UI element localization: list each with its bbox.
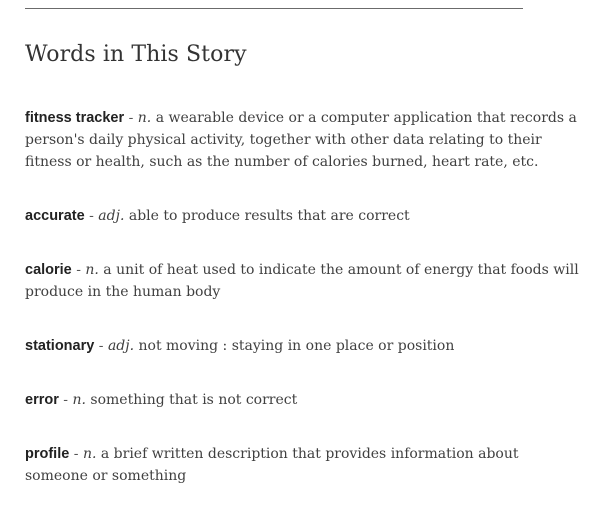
- glossary-definition: not moving : staying in one place or position: [134, 338, 455, 354]
- glossary-entry: [25, 335, 585, 357]
- part-of-speech: n.: [85, 262, 99, 278]
- glossary-definition: a wearable device or a computer application that records a person's daily physical activity, together with other data relating to their fitness or health, such as the number of calories burned, heart rate, etc.: [25, 110, 577, 170]
- part-of-speech: n.: [82, 446, 97, 462]
- term-separator: -: [94, 338, 108, 354]
- part-of-speech: adj.: [98, 208, 125, 224]
- term-separator: -: [69, 446, 83, 462]
- glossary-list: [25, 107, 585, 519]
- glossary-definition: a unit of heat used to indicate the amount of energy that foods will produce in the human body: [25, 262, 579, 300]
- glossary-term: calorie: [25, 262, 72, 278]
- glossary-entry: [25, 205, 585, 227]
- glossary-entry: [25, 389, 585, 411]
- glossary-term: accurate: [25, 208, 85, 224]
- part-of-speech: n.: [72, 392, 86, 408]
- glossary-definition: a brief written description that provides information about someone or something: [25, 446, 519, 484]
- glossary-term: stationary: [25, 338, 95, 354]
- glossary-definition: able to produce results that are correct: [124, 208, 410, 224]
- section-title: Words in This Story: [25, 42, 247, 67]
- term-separator: -: [71, 262, 86, 278]
- part-of-speech: adj.: [107, 338, 135, 354]
- term-separator: -: [58, 392, 73, 408]
- glossary-term: error: [25, 392, 59, 408]
- term-separator: -: [84, 208, 99, 224]
- term-separator: -: [124, 110, 138, 126]
- glossary-entry: [25, 107, 585, 173]
- glossary-entry: [25, 443, 585, 487]
- glossary-definition: something that is not correct: [85, 392, 298, 408]
- glossary-term: profile: [25, 446, 70, 462]
- glossary-term: fitness tracker: [25, 110, 125, 126]
- part-of-speech: n.: [137, 110, 152, 126]
- glossary-entry: [25, 259, 585, 303]
- top-divider: [25, 8, 523, 9]
